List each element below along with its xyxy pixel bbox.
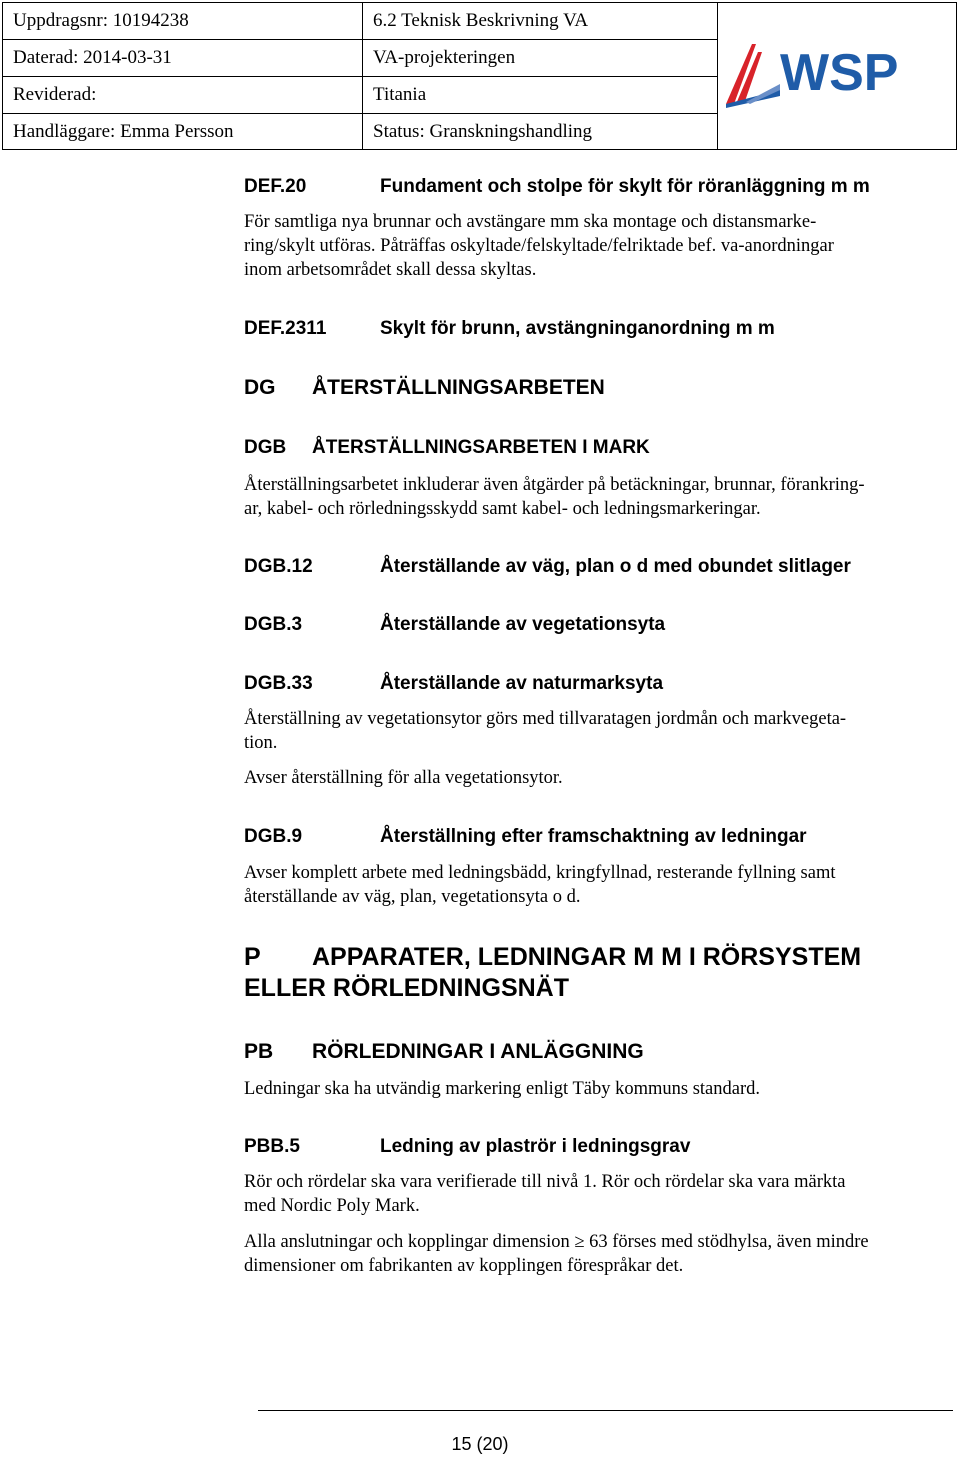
- section-code: DGB.3: [244, 614, 303, 635]
- section-code: DG: [244, 376, 276, 399]
- paragraph-line: Alla anslutningar och kopplingar dimension ≥ 63 förses med stödhylsa, även mindre: [244, 1232, 869, 1252]
- daterad: Daterad: 2014-03-31: [13, 47, 172, 68]
- paragraph-line: inom arbetsområdet skall dessa skyltas.: [244, 260, 537, 280]
- footer-rule: [258, 1410, 953, 1411]
- section-code: DEF.20: [244, 176, 307, 197]
- svg-text:WSP: WSP: [780, 44, 899, 102]
- section-code: P: [244, 943, 261, 971]
- section-title: ÅTERSTÄLLNINGSARBETEN: [312, 376, 605, 399]
- header-divider: [717, 3, 718, 149]
- section-title: ÅTERSTÄLLNINGSARBETEN I MARK: [312, 437, 650, 458]
- client-name: Titania: [373, 84, 427, 105]
- project-name: VA-projekteringen: [373, 47, 516, 68]
- paragraph-line: Avser komplett arbete med ledningsbädd, kringfyllnad, resterande fyllning samt: [244, 863, 836, 883]
- section-code: DGB.9: [244, 826, 303, 847]
- wsp-logo: [722, 38, 918, 108]
- section-title: Återställande av naturmarksyta: [380, 673, 664, 694]
- page-number: 15 (20): [451, 1434, 509, 1454]
- section-code: DGB.12: [244, 556, 313, 577]
- section-title: Fundament och stolpe för skylt för röranläggning m m: [380, 176, 870, 197]
- section-code: DEF.2311: [244, 318, 327, 339]
- section-code: DGB.33: [244, 673, 313, 694]
- section-code: PBB.5: [244, 1136, 300, 1157]
- paragraph-line: återställande av väg, plan, vegetationsyta o d.: [244, 887, 581, 907]
- section-title: RÖRLEDNINGAR I ANLÄGGNING: [312, 1040, 644, 1063]
- handlaggare: Handläggare: Emma Persson: [13, 121, 234, 142]
- header-row-line: [3, 76, 717, 77]
- paragraph-line: Avser återställning för alla vegetationsytor.: [244, 768, 563, 788]
- paragraph-line: med Nordic Poly Mark.: [244, 1196, 420, 1216]
- section-title: Återställande av vegetationsyta: [380, 614, 666, 635]
- section-title: Skylt för brunn, avstängninganordning m m: [380, 318, 775, 339]
- paragraph-line: För samtliga nya brunnar och avstängare mm ska montage och distansmarke-: [244, 212, 817, 232]
- paragraph-line: Rör och rördelar ska vara verifierade till nivå 1. Rör och rördelar ska vara märkta: [244, 1172, 846, 1192]
- section-title: Återställande av väg, plan o d med obundet slitlager: [380, 556, 851, 577]
- section-title: Återställning efter framschaktning av ledningar: [380, 826, 807, 847]
- uppdragsnr: Uppdragsnr: 10194238: [13, 10, 189, 31]
- doc-title: 6.2 Teknisk Beskrivning VA: [373, 10, 589, 31]
- paragraph-line: Återställning av vegetationsytor görs med tillvaratagen jordmån och markvegeta-: [244, 709, 847, 729]
- section-title: APPARATER, LEDNINGAR M M I RÖRSYSTEM: [312, 943, 862, 971]
- paragraph-line: ring/skylt utföras. Påträffas oskyltade/felskyltade/felriktade bef. va-anordningar: [244, 236, 834, 256]
- section-code: DGB: [244, 437, 287, 458]
- paragraph-line: Återställningsarbetet inkluderar även åtgärder på betäckningar, brunnar, förankring-: [244, 475, 865, 495]
- paragraph-line: Ledningar ska ha utvändig markering enligt Täby kommuns standard.: [244, 1079, 760, 1099]
- section-title-continued: ELLER RÖRLEDNINGSNÄT: [244, 974, 569, 1002]
- document-status: Status: Granskningshandling: [373, 121, 593, 142]
- reviderad: Reviderad:: [13, 84, 97, 105]
- section-title: Ledning av plaströr i ledningsgrav: [380, 1136, 691, 1157]
- paragraph-line: tion.: [244, 733, 278, 753]
- paragraph-line: dimensioner om fabrikanten av kopplingen förespråkar det.: [244, 1256, 684, 1276]
- paragraph-line: ar, kabel- och rörledningsskydd samt kabel- och ledningsmarkeringar.: [244, 499, 761, 519]
- section-code: PB: [244, 1040, 274, 1063]
